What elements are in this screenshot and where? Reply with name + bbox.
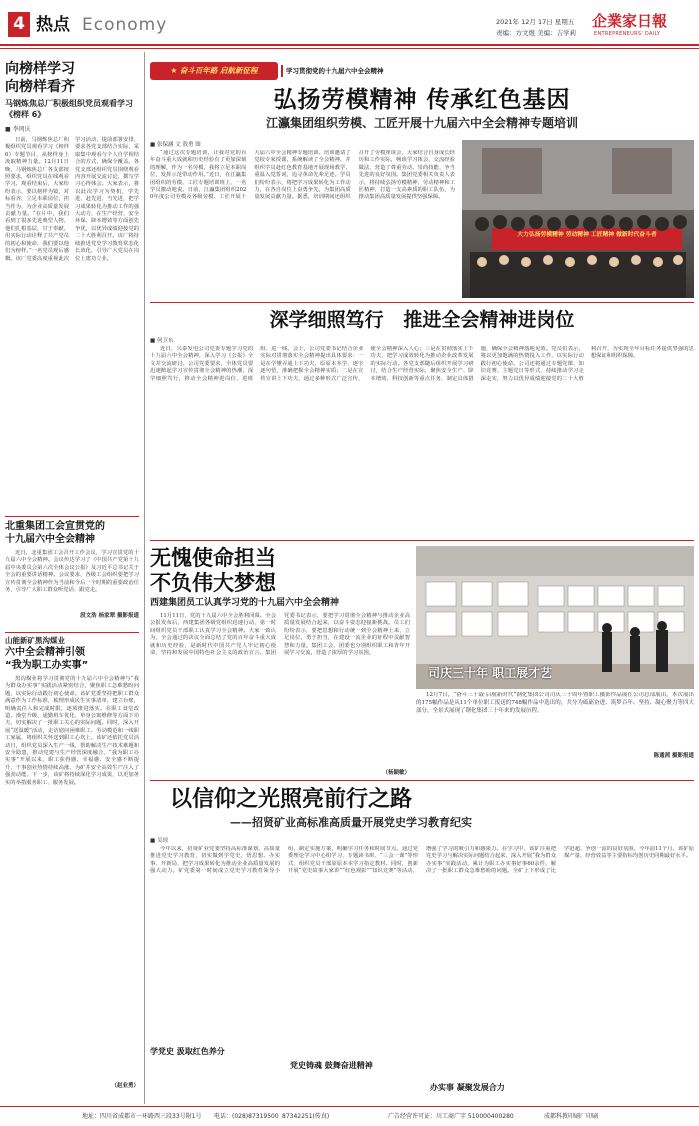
- left-a1-author-name: 李珂庆: [12, 126, 31, 133]
- masthead-english: ENTREPRENEURS' DAILY: [594, 31, 661, 37]
- main-article-3: [150, 546, 410, 778]
- main-a4-byline-text: 吴琼: [156, 838, 168, 844]
- main-a1-title: 弘扬劳模精神 传承红色基因: [273, 87, 571, 113]
- footer-printer: 成都科教印刷厂印刷: [544, 1113, 599, 1120]
- main-a3-photo-caption: 12月7日，“奋斗三十载·启航新时代”钢化集团公司司庆三十周年暨职工摄影作品展在公司总部展出。本次展出的175幅作品是从11个单位职工报送的748幅作品中选出的，共分为砥砺奋进、筑梦百年、坚持、凝心聚力等四大部分，全景式展现了钢化集团三十年来的发展历程。: [416, 692, 694, 714]
- main-a2-body: 近日，兴泰发电公司党委专题学习党的十九届六中全会精神，深入学习《公报》全文并交流研讨。公司党委要求，全体党员要迅速掀起学习宣传贯彻全会精神的热潮，深学细照笃行，推动全会精神进岗位、进班组、进一线。会上，公司党委书记结合企业实际对贯彻落实全会精神提出具体要求：一是在学懂弄通上下功夫，原原本本学、逐字逐句悟，准确把握全会精神实质；二是在宣传宣讲上下功夫，通过多种形式广泛宣传，使全会精神深入人心；三是在贯彻落实上下功夫，把学习成效转化为推动企业改革发展的实际行动。各党支部随后组织开展学习研讨，结合生产经营实际，聚焦安全生产、降本增效、科技创新等重点任务，制定具体措施，确保全会精神落地见效。党员们表示，将以更加饱满的热情投入工作，以实际行动践行初心使命。公司还将通过专题党课、知识竞赛、主题党日等形式，持续推动学习走深走实，努力以优异成绩迎接党的二十大胜利召开，为实现全年目标任务提供坚强的思想保证和组织保障。: [150, 346, 694, 382]
- left-column-divider: [144, 52, 145, 1104]
- editor-line: 责编：方文煜 美编：吉学莉: [496, 29, 577, 37]
- main-divider-1: [150, 302, 694, 303]
- main-divider-3: [150, 780, 694, 781]
- footer-address: 地址：四川省成都市一环路西三段33号附1号: [82, 1113, 202, 1120]
- left-article-1: [5, 60, 139, 512]
- left-a3-title-1: 山能新矿黑沟煤业: [5, 636, 65, 645]
- main-a4-body: 今年以来，招贤矿业党委坚持高标准谋划、高质量推进党史学习教育，切实做到学党史、悟思想、办实事、开新局，把学习成果转化为推动企业高质量发展的强大动力。矿党委第一时间成立党史学习教育领导小组，制定实施方案，明确学习任务和时间节点。通过党委理论学习中心组学习、专题读书班、“三会一课”等形式，组织党员干部原原本本学习指定教材。同时，创新开展“党史故事大家讲”“红色观影”“知识竞赛”等活动，增强了学习的吸引力和感染力。在学习中，该矿注重把党史学习与解决实际问题结合起来，深入开展“我为群众办实事”实践活动，累计为职工办实事好事60余件，解决了一批职工群众急难愁盼的问题。全矿上下形成了比学赶超、争创一流的良好氛围。今年前11个月，该矿原煤产量、经营效益等主要指标均创历史同期最好水平。: [150, 846, 694, 875]
- main-a1-byline-text: 张保涵 文 敖勇 图: [156, 142, 201, 148]
- left-a2-title-1: 北重集团工会宣贯党的: [5, 521, 105, 532]
- left-a3-title-2: 六中全会精神引领: [5, 647, 85, 658]
- banner-slogan: [150, 62, 278, 80]
- main-a3-title-2: 不负伟大梦想: [150, 571, 276, 595]
- main-divider-2: [150, 540, 694, 541]
- main-a2-byline-text: 何卫东: [156, 338, 174, 344]
- main-a4-subtitle: ——招贤矿业高标准高质量开展党史学习教育纪实: [230, 816, 472, 829]
- page-header: [0, 0, 699, 44]
- left-a1-title-2: 向榜样看齐: [5, 79, 75, 95]
- left-a2-byline: 段文浩 杨家翠 摄影报道: [80, 613, 139, 619]
- main-a2-byline: ■ 何卫东: [150, 338, 174, 344]
- footer-rule: [0, 1106, 699, 1107]
- masthead: 企業家日報: [592, 12, 668, 30]
- banner-star-icon: ★: [170, 66, 178, 75]
- banner-tag: 学习贯彻党的十九届六中全会精神: [281, 65, 384, 77]
- main-a4-byline: ■ 吴琼: [150, 838, 168, 844]
- main-a4-section-2: 党史铸魂 鼓舞奋进精神: [290, 1061, 373, 1070]
- left-a2-body: 近日，北重集团工会召开工作会议，学习宣贯党的十九届六中全会精神。会议传达学习了《中国共产党第十九届中央委员会第六次全体会议公报》及习近平总书记关于全会的重要讲话精神。会议要求，各级工会组织要把学习宣传贯彻全会精神作为当前和今后一个时期的重要政治任务，引导广大职工群众听党话、跟党走。: [5, 550, 139, 594]
- main-a3-photo: [416, 546, 694, 689]
- left-a2-title-2: 十九届六中全会精神: [5, 534, 95, 545]
- left-a1-body: 日前，马钢炼焦总厂积极组织党员观看学习《榜样6》专题节目，从榜样身上汲取精神力量。12月11日晚，马钢炼焦总厂各支部按照要求，组织党员在线观看学习。观看结束后，大家纷纷表示，要以榜样为镜，对标看齐，立足本职岗位，担当作为，为企业高质量发展贡献力量。“在片中，我们看到了很多先进典型人物，他们扎根基层，甘于奉献，用实际行动诠释了共产党员的初心和使命，我们要以他们为榜样。”一名党员观后感慨。该厂党委高度重视此次学习活动，提前部署安排，要求各党支部结合实际，采取集中观看与个人自学相结合的方式，确保全覆盖。各党支部还组织党员围绕观看内容开展交流讨论，撰写学习心得体会。大家表示，将以此次学习为契机，学先进、赶先进、当先进，把学习成果转化为推动工作的强大动力，在生产经营、安全环保、降本增效等方面创先争优，以优异成绩迎接党的二十大胜利召开。该厂将持续推进党史学习教育常态化长效化，引导广大党员在岗位上建功立业。: [5, 137, 139, 262]
- main-a3-title-1: 无愧使命担当: [150, 546, 276, 570]
- main-a1-photo: [462, 140, 694, 298]
- section-english: Economy: [82, 15, 168, 35]
- page-number-badge: 4: [8, 12, 30, 37]
- main-a3-photo-credit: 陈通茜 摄影报道: [653, 753, 694, 759]
- left-article-2: [5, 520, 139, 628]
- main-a3-body: 11月11日，党的十九届六中全会胜利闭幕。全会公报发布后，西建集团各级党组织迅速行动，第一时间组织党员干部职工认真学习全会精神。大家一致认为，全会通过的决议全面总结了党的百年奋斗重大成就和历史经验，是新时代中国共产党人牢记初心使命、坚持和发展中国特色社会主义的政治宣言。集团党委书记表示，要把学习贯彻全会精神与推动企业高质量发展结合起来，以奋斗姿态迎接新挑战。员工们纷纷表示，要把思想和行动统一到全会精神上来，立足岗位、勇于担当，在建设一流企业的征程中贡献智慧和力量。集团工会、团委也分别组织职工和青年开展学习交流，营造了浓厚的学习氛围。: [150, 613, 410, 657]
- main-a4-section-3: 办实事 凝聚发展合力: [430, 1083, 505, 1092]
- group-photo-illustration: [462, 140, 694, 298]
- main-a1-subtitle: 江瀛集团组织劳模、工匠开展十九届六中全会精神专题培训: [265, 116, 578, 130]
- main-a4-title: 以信仰之光照亮前行之路: [170, 787, 413, 812]
- main-a2-title: 深学细照笃行 推进全会精神进岗位: [269, 309, 575, 331]
- left-a1-title-1: 向榜样学习: [5, 61, 75, 77]
- left-divider-1: [5, 516, 139, 517]
- main-a3-byline: （杨颖敏）: [382, 770, 410, 776]
- main-a1-photo-banner-text: 大力弘扬劳模精神 劳动精神 工匠精神 做新时代奋斗者: [517, 232, 657, 238]
- campaign-banner: [150, 62, 408, 80]
- footer-phone: 电话：(028)87319500: [214, 1113, 279, 1120]
- footer-fax: 87342251(传真): [282, 1113, 330, 1120]
- left-a1-author: ■ 李珂庆: [5, 126, 31, 133]
- header-thin-rule: [0, 48, 699, 49]
- footer-license: 广告经营许可证：川工商广字 510000400280: [388, 1113, 514, 1120]
- left-article-3: [5, 636, 139, 1106]
- left-a1-subtitle: 马钢炼焦总厂积极组织党员观看学习《榜样 6》: [5, 99, 133, 119]
- left-a3-byline: （赵业勇）: [111, 1083, 139, 1089]
- main-a1-byline: ■ 张保涵 文 敖勇 图: [150, 142, 201, 148]
- main-a3-subtitle: 西建集团员工认真学习党的十九届六中全会精神: [150, 598, 340, 608]
- date-line: 2021年 12月 17日 星期五: [496, 18, 575, 26]
- header-rule: [0, 44, 699, 46]
- footer: [0, 1108, 699, 1126]
- left-divider-2: [5, 632, 139, 633]
- main-a4-section-1: 学党史 汲取红色养分: [150, 1047, 225, 1056]
- left-a3-title-3: “我为职工办实事”: [5, 660, 89, 671]
- main-a3-photo-title: 司庆三十年 职工展才艺: [428, 666, 553, 680]
- banner-slogan-text: 奋斗百年路 启航新征程: [179, 66, 258, 75]
- main-a4-body-wrap: [150, 846, 694, 1102]
- main-a1-body: “通过这次专题培训，让我对党的百年奋斗重大成就和历史经验有了更加深刻的理解，作为一名劳模，我将立足本职岗位，发挥示范带动作用。”近日，在江瀛集团组织的劳模、工匠专题培训班上，一名学员激动地说。日前，江瀛集团组织2020年度公司劳模及各级劳模、工匠开展十九届六中全会精神专题培训。培训邀请了党校专家授课，系统解读了全会精神，并组织学员赴红色教育基地开展现场教学，重温入党誓词，追寻革命先辈足迹。学员们纷纷表示，将把学习成果转化为工作动力，在各自岗位上奋勇争先，为集团高质量发展贡献力量。据悉，培训期间还组织召开了劳模座谈会，大家结合自身成长经历和工作实际，畅谈学习体会，交流经验做法，营造了尊重劳动、崇尚技能、争当先进的良好氛围。集团党委相关负责人表示，将持续弘扬劳模精神、劳动精神和工匠精神，打造一支高素质的职工队伍，为推动集团高质量发展提供坚强保障。: [150, 150, 455, 201]
- section-title: 热点: [36, 15, 70, 35]
- left-a3-body: 黑沟煤业将学习贯彻党的十九届六中全会精神与“我为群众办实事”实践活动紧密结合，聚焦职工急难愁盼问题，以实际行动践行初心使命。该矿党委坚持把职工群众满意作为工作标准，梳理形成民生实事清单，建立台账，明确责任人和完成时限，逐项推进落实。在职工食堂改造、澡堂升级、通勤班车优化、单身公寓维修等方面下功夫，切实解决了一批职工关心的实际问题。同时，深入开展“送温暖”活动，走访慰问困难职工、劳动模范和一线职工家属，将组织关怀送到职工心坎上。该矿还依托党员活动日，组织党员深入生产一线，帮助解决生产技术难题和安全隐患，推动党建与生产经营深度融合。“我为职工办实事”开展以来，职工获得感、幸福感、安全感不断提升，干事创业热情持续高涨，为矿井安全高效生产注入了强劲动能。下一步，该矿将持续深化学习成果，以更加务实的举措服务职工、服务发展。: [5, 676, 139, 786]
